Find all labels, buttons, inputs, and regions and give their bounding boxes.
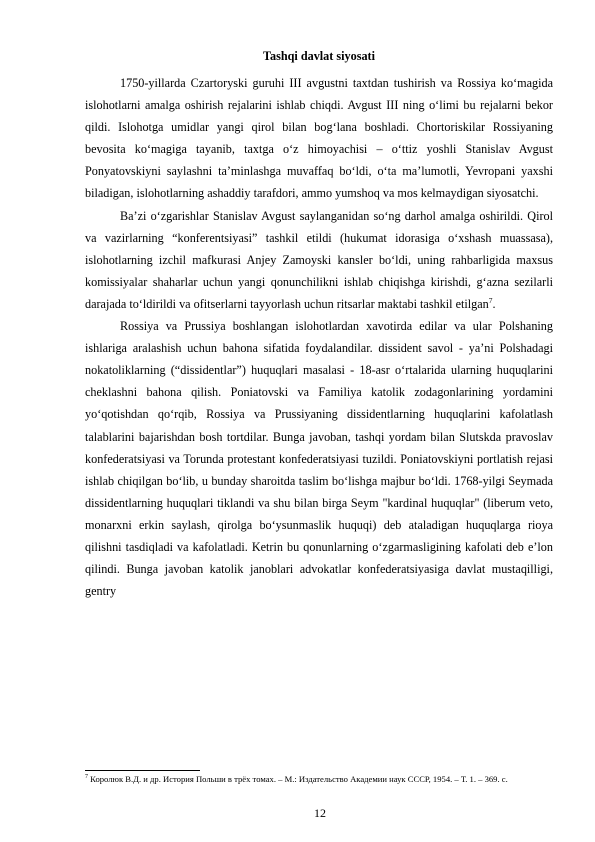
paragraph-2-text: Ba’zi o‘zgarishlar Stanislav Avgust saylanganidan so‘ng darhol amalga oshirildi. Qirol va vazirlarning “konferentsiyasi” tashkil etildi (hukumat idorasiga o‘xshash muassasa), islohotlarning izchil mafkurasi Anjey Zamoyski kansler bo‘ldi, uning rahbarligida maxsus komissiyalar shaharlar uchun yangi qonunchilikni ishlab chiqishga kirishdi, g‘azna sezilarli darajada to‘ldirildi va ofitserlarni tayyorlash uchun ritsarlar maktabi tashkil etilgan (85, 208, 553, 311)
section-title: Tashqi davlat siyosati (263, 49, 375, 63)
paragraph-2-tail: . (492, 296, 496, 311)
footnote-reference[interactable]: 7 (488, 295, 493, 305)
paragraph-3-text: Rossiya va Prussiya boshlangan islohotlardan xavotirda edilar va ular Polshaning ishlariga aralashish uchun bahona sifatida foydalandilar. dissident savol - ya’ni Polshadagi nokatoliklarning (“dissidentlar”) huquqlari masalasi - 18-asr o‘rtalarida ularning huquqlarini cheklashni bahona qilish. Poniatovski va Familiya katolik zodagonlarining yordamini yo‘qotishdan qo‘rqib, Rossiya va Prussiyaning dissidentlarning huquqlarini kafolatlash talablarini bajarishdan bosh tortdilar. Bunga javoban, tashqi yordam bilan Slutskda pravoslav konfederatsiyasi va Torunda protestant konfederatsiyasi tuzildi. Poniatovskiyni portlatish rejasi ishlab chiqilgan bo‘lib, u bunday sharoitda taslim bo‘lishga majbur bo‘ldi. 1768-yilgi Seymada dissidentlarning huquqlari tiklandi va shu bilan birga Seym "kardinal huquqlar" (liberum veto, monarxni erkin saylash, qirolga bo‘ysunmaslik huquqi) deb ataladigan huquqlarga rioya qilishni tasdiqladi va kafolatladi. Ketrin bu qonunlarning o‘zgarmasligining kafolati deb e’lon qilindi. Bunga javoban katolik janoblari advokatlar konfederatsiyasiga davlat mustaqilligi, gentry (85, 319, 553, 599)
body-text (85, 72, 553, 602)
footnote (85, 772, 555, 787)
footnote-number: 7 (85, 774, 88, 781)
page-number: 12 (314, 806, 326, 820)
paragraph-3 (85, 315, 553, 602)
paragraph-2 (85, 205, 553, 315)
footnote-divider (85, 770, 200, 771)
paragraph-1 (85, 72, 553, 205)
paragraph-1-text: 1750-yillarda Czartoryski guruhi III avgustni taxtdan tushirish va Rossiya ko‘magida islohotlarni amalga oshirish rejalarini ishlab chiqdi. Avgust III ning o‘limi bu rejalarni bekor qildi. Islohotga umidlar yangi qirol bilan bog‘lana boshladi. Chortoriskilar Rossiyaning bevosita ko‘magiga tayanib, taxtga o‘z himoyachisi – o‘ttiz yoshli Stanislav Avgust Ponyatovskiyni saylashni ta’minlashga muvaffaq bo‘ldi, o‘ta ma’lumotli, Yevropani yaxshi biladigan, islohotlarning ashaddiy tarafdori, ammo yumshoq va mos kelmaydigan siyosatchi. (85, 76, 553, 201)
footnote-text: Королюк В.Д. и др. История Польши в трёх томах. – М.: Издательство Академии наук СССР, 1954. – Т. 1. – 369. с. (88, 774, 508, 784)
